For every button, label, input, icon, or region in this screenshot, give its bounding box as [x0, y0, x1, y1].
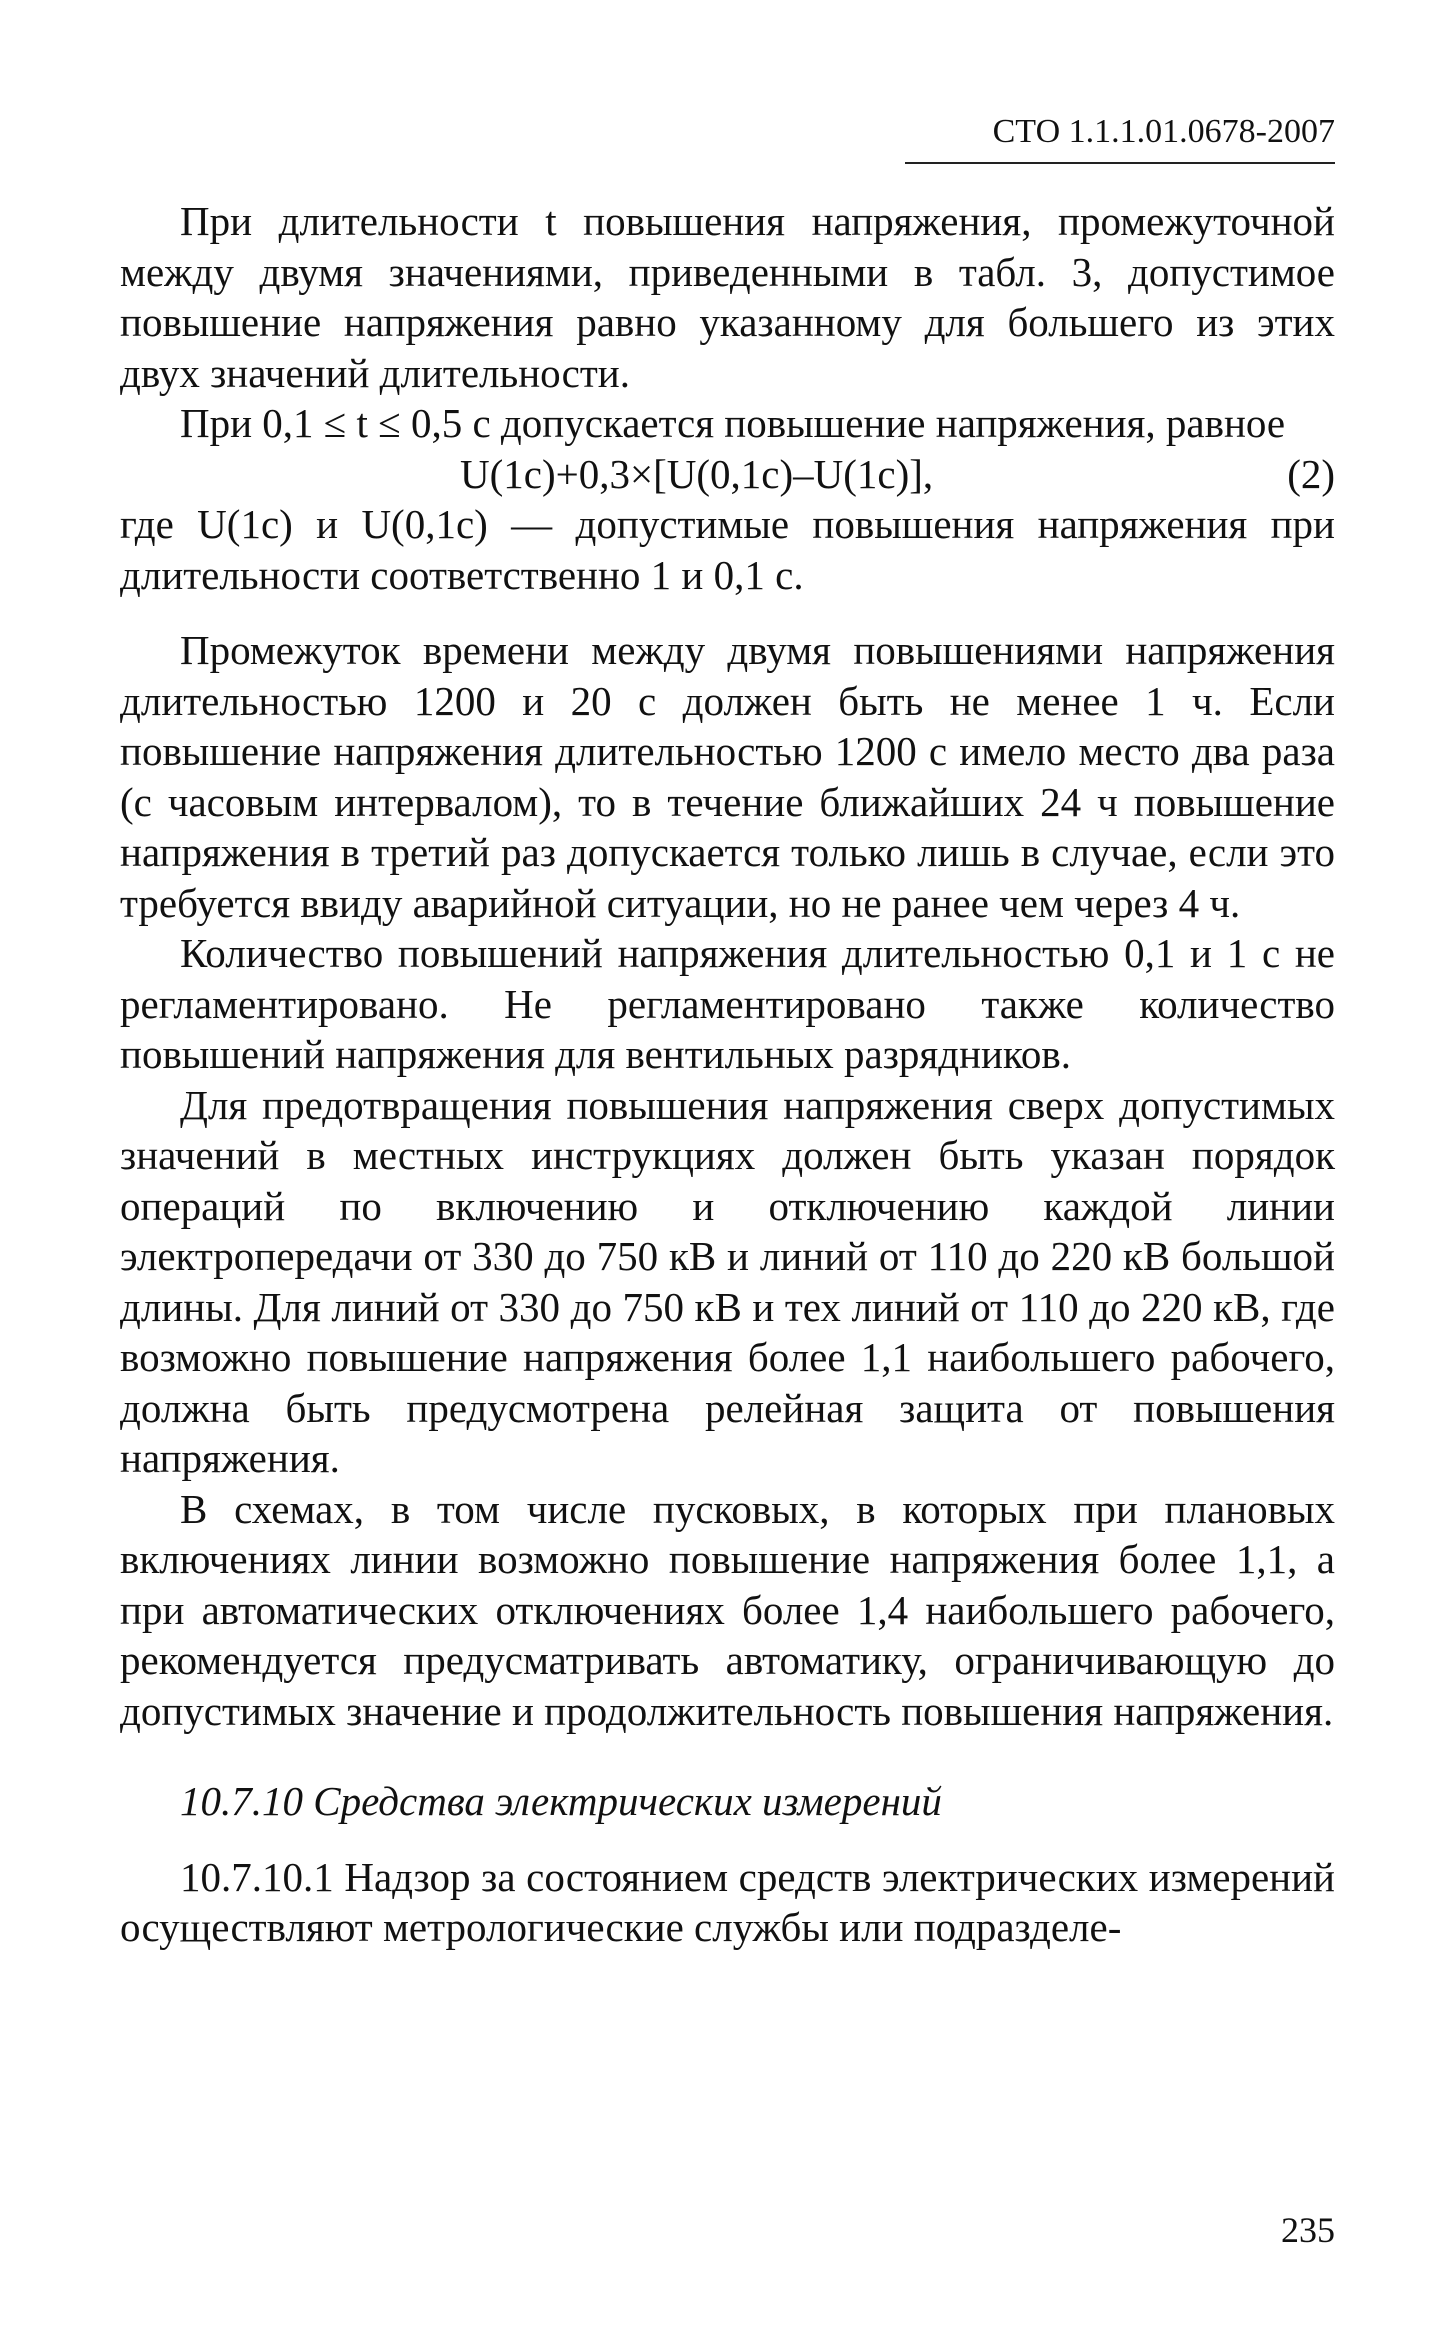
paragraph-formula-legend: где U(1с) и U(0,1с) — допустимые повышения напряжения при длительности соответственно 1 и 0,1 с.	[120, 501, 1335, 598]
spacer	[120, 1827, 1335, 1852]
paragraph-count: Количество повышений напряжения длительностью 0,1 и 1 с не регламентировано. Не регламентировано также количество повышений напряжения для вентильных разрядников.	[120, 930, 1335, 1077]
header-rule	[905, 162, 1335, 164]
paragraph-interpolation: При длительности t повышения напряжения, промежуточной между двумя значениями, приведенными в табл. 3, допустимое повышение напряжения равно указанному для большего из этих двух значений длительности.	[120, 198, 1335, 396]
page-body	[120, 196, 1335, 1953]
paragraph-time-interval: Промежуток времени между двумя повышениями напряжения длительностью 1200 и 20 с должен быть не менее 1 ч. Если повышение напряжения длительностью 1200 с имело место два раза (с часовым интервалом), то в течение ближайших 24 ч повышение напряжения в третий раз допускается только лишь в случае, если это требуется ввиду аварийной ситуации, но не ранее чем через 4 ч.	[120, 627, 1335, 926]
spacer	[120, 1736, 1335, 1776]
document-code-header: СТО 1.1.1.01.0678-2007	[992, 113, 1335, 150]
paragraph-short-duration: При 0,1 ≤ t ≤ 0,5 с допускается повышение напряжения, равное	[180, 400, 1286, 446]
page-number: 235	[1281, 2210, 1335, 2250]
formula-number: (2)	[1287, 450, 1335, 497]
paragraph-supervision: 10.7.10.1 Надзор за состоянием средств электрических измерений осуществляют метрологические службы или подразделе-	[120, 1853, 1335, 1950]
formula-block	[120, 449, 1335, 500]
formula-expression: U(1с)+0,3×[U(0,1с)–U(1с)],	[460, 450, 934, 497]
section-heading: 10.7.10 Средства электрических измерений	[180, 1778, 942, 1824]
paragraph-prevention: Для предотвращения повышения напряжения сверх допустимых значений в местных инструкциях должен быть указан порядок операций по включению и отключению каждой линии электропередачи от 330 до 750 кВ и линий от 110 до 220 кВ большой длины. Для линий от 330 до 750 кВ и тех линий от 110 до 220 кВ, где возможно повышение напряжения более 1,1 наибольшего рабочего, должна быть предусмотрена релейная защита от повышения напряжения.	[120, 1081, 1335, 1481]
paragraph-schemes: В схемах, в том числе пусковых, в которых при плановых включениях линии возможно повышение напряжения более 1,1, а при автоматических отключениях более 1,4 наибольшего рабочего, рекомендуется предусматривать автоматику, ограничивающую до допустимых значение и продолжительность повышения напряжения.	[120, 1485, 1335, 1734]
spacer	[120, 600, 1335, 625]
